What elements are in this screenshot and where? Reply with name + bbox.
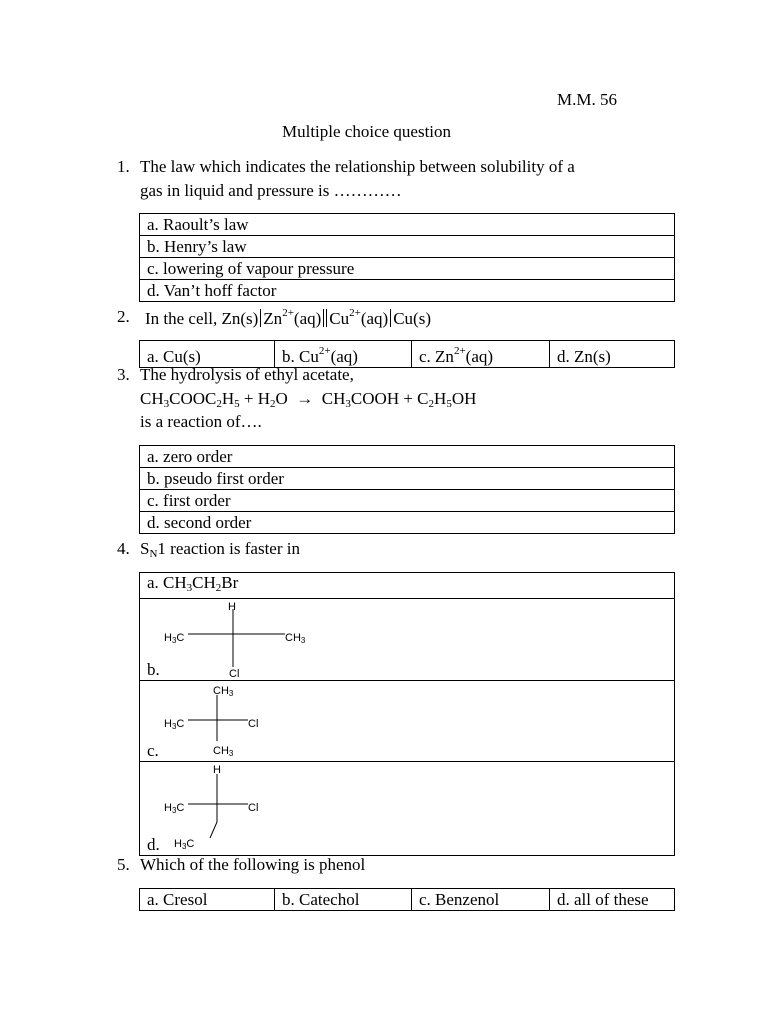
q3-option-b[interactable]: b. pseudo first order [140,468,675,490]
structure-c-bottom-group: $CH_3$ [213,745,234,758]
q2-option-c[interactable]: c. $Zn^{2+}(aq)$ [412,341,550,368]
q2-cus: Cu(s) [393,309,431,328]
phase-boundary [260,309,261,327]
q5-option-a[interactable]: a. Cresol [140,889,275,911]
q2-aq2: (aq) [360,309,389,328]
question-5-text: Which of the following is phenol [140,855,366,874]
structure-d-left-group: $H_3C$ [164,802,185,815]
question-5-number: 5. [117,855,130,874]
q4-option-b[interactable]: b. H $H_3C$ $CH_3$ Cl [140,599,675,681]
structure-d-right-atom: Cl [248,802,259,814]
structure-c-top-group: $CH_3$ [213,685,234,698]
salt-bridge [323,309,327,327]
q2-zn-charge: 2+ [282,307,294,319]
question-4-text: $S_N1$ reaction is faster in [140,539,300,560]
question-4-number: 4. [117,539,130,558]
question-2-number: 2. [117,307,130,326]
q4-option-a[interactable]: a. $CH_3CH_2Br$ [140,573,675,599]
max-marks: M.M. 56 [557,90,617,109]
q2-option-a[interactable]: a. Cu(s) [140,341,275,368]
phase-boundary [390,309,391,327]
q5-option-b[interactable]: b. Catechol [275,889,412,911]
q2-aq1: (aq) [293,309,322,328]
q4-option-c[interactable]: c. $CH_3$ $H_3C$ Cl $CH_3$ [140,681,675,762]
q3-option-d[interactable]: d. second order [140,512,675,534]
q2-zn: Zn [263,309,283,328]
q5-option-c[interactable]: c. Benzenol [412,889,550,911]
q1-option-c[interactable]: c. lowering of vapour pressure [140,258,675,280]
structure-b-right-group: $CH_3$ [285,632,306,645]
q5-option-d[interactable]: d. all of these [550,889,675,911]
question-1-number: 1. [117,157,130,176]
structure-b-left-group: $H_3C$ [164,632,185,645]
structure-d-top-atom: H [213,764,221,776]
question-3-options [139,445,675,534]
q2-cu-charge: 2+ [349,307,361,319]
q1-option-b[interactable]: b. Henry’s law [140,236,675,258]
question-2-options [139,340,675,368]
question-3-equation: $CH_3COOC_2H_5 + H_2O$ → $CH_3COOH + C_2H_5OH$ [140,389,477,410]
q2-prefix: In the cell, Zn(s) [145,309,259,328]
question-3-line-3: is a reaction of…. [140,412,262,431]
q2-option-b[interactable]: b. $Cu^{2+}(aq)$ [275,341,412,368]
question-2-text [145,307,431,329]
question-1-options [139,213,675,302]
structure-d-bottom-group: $H_3C$ [174,838,195,851]
q2-cu: Cu [329,309,350,328]
question-1-line-2: gas in liquid and pressure is ………… [140,181,402,200]
structure-c-left-group: $H_3C$ [164,718,185,731]
q1-option-a[interactable]: a. Raoult’s law [140,214,675,236]
page-title: Multiple choice question [282,122,452,141]
structure-b-top-atom: H [228,601,236,613]
q3-option-a[interactable]: a. zero order [140,446,675,468]
question-3-line-1: The hydrolysis of ethyl acetate, [140,365,354,384]
q2-option-d[interactable]: d. Zn(s) [550,341,675,368]
q3-option-c[interactable]: c. first order [140,490,675,512]
question-3-number: 3. [117,365,130,384]
question-5-options [139,888,675,911]
structure-c-right-atom: Cl [248,718,259,730]
question-1-line-1: The law which indicates the relationship between solubility of a [140,157,575,176]
question-4-options [139,572,675,856]
structure-b-bottom-atom: Cl [229,668,240,680]
q1-option-d[interactable]: d. Van’t hoff factor [140,280,675,302]
q4-option-d[interactable]: d. H $H_3C$ Cl $H_3C$ [140,762,675,856]
